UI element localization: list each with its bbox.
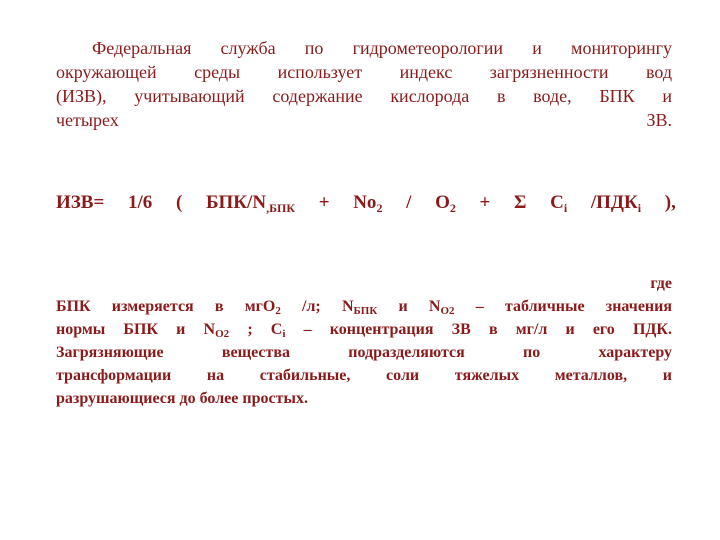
formula-close-paren: ), [664, 192, 676, 213]
formula-frac: 1/6 [127, 192, 153, 213]
explanation-line-5: разрушающиеся до более простых. [56, 390, 308, 407]
formula-pdk: $/ПДК_i$ [590, 192, 642, 215]
formula-no: $No_2$ [353, 192, 383, 215]
formula-bpk: БПК/$N_{,БПК}$ [205, 192, 296, 215]
formula-plus-1: + [318, 192, 330, 213]
formula-slash: / [406, 192, 412, 213]
explanation-line-3: Загрязняющие вещества подразделяются по характеру [56, 344, 672, 361]
intro-line-2: окружающей среды использует индекс загрязненности вод [56, 62, 672, 82]
intro-line-3: (ИЗВ), учитывающий содержание кислорода в воде, БПК и [56, 86, 672, 106]
formula-c: $C_i$ [550, 192, 568, 215]
explanation-line-2: нормы БПК и $N_{O2}$ ; $C_i$ – концентрация ЗВ в мг/л и его ПДК. [56, 321, 672, 340]
intro-last-right: ЗВ. [646, 110, 672, 130]
formula-plus-2: + [479, 192, 491, 213]
intro-paragraph [56, 36, 672, 132]
explanation-paragraph [56, 272, 672, 410]
explanation-line-1: БПК измеряется в мгО$_2$ /л; $N_{БПК}$ и $N_{O2}$ – табличные значения [56, 298, 673, 317]
formula-lhs: ИЗВ= [56, 192, 105, 213]
gde-word: где [650, 275, 672, 292]
formula-open-paren: ( [175, 192, 183, 213]
izv-formula [56, 192, 676, 216]
formula-sigma: Σ [514, 192, 527, 213]
intro-line-4 [56, 108, 672, 132]
explanation-line-4: трансформации на стабильные, соли тяжелых металлов, и [56, 367, 672, 384]
intro-last-left: четырех [56, 110, 119, 130]
formula-o: $O_2$ [435, 192, 456, 215]
intro-line-1: Федеральная служба по гидрометеорологии и мониторингу [92, 38, 672, 58]
